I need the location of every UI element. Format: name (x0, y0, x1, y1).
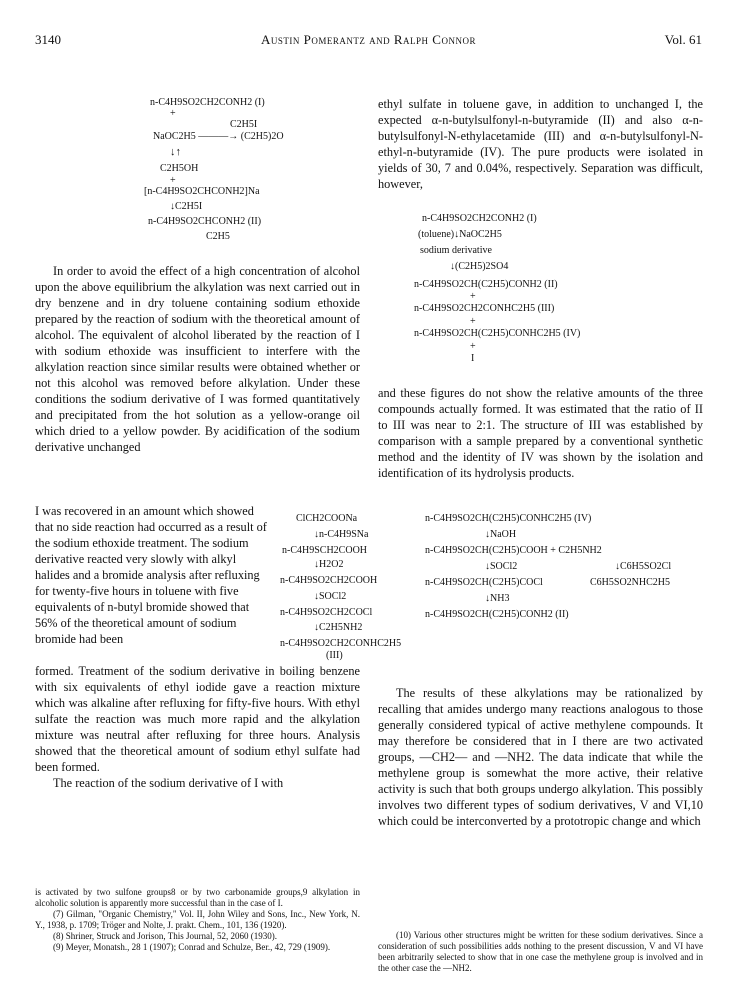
footnote: (7) Gilman, "Organic Chemistry," Vol. II, John Wiley and Sons, Inc., New York, N. Y., 1938, p. 1709; Tröger and Nolte, J. prakt. Chem., 101, 136 (1920). (35, 909, 360, 930)
scheme-line: + (470, 341, 476, 352)
scheme-line: C6H5SO2NHC2H5 (590, 577, 671, 588)
paragraph: formed. Treatment of the sodium derivative in boiling benzene with six equivalents of ethyl iodide gave a reaction mixture which was alkaline after refluxing for fifty-five hours. With ethyl sulfate the reaction was much more rapid and the alkylation mixture was neutral after refluxing for three hours. Analysis showed that the theoretical amount of sodium ethyl sulfate had been formed. (35, 664, 360, 774)
scheme-line: ↓SOCl2 (314, 591, 347, 602)
paragraph: ethyl sulfate in toluene gave, in addition to unchanged I, the expected α-n-butylsulfonyl-n-butyramide (II) and also α-n-butylsulfonyl-N-ethylacetamide (III) and α-n-butylsulfonyl-N-ethyl-n-butyramide (IV). The pure products were isolated in yields of 30, 7 and 0.04%, respectively. Separation was difficult, however, (378, 97, 703, 191)
paragraph: In order to avoid the effect of a high concentration of alcohol upon the above equilibrium the alkylation was next carried out in dry benzene and in dry toluene containing sodium ethoxide prepared by the reaction of sodium with the theoretical amount of alcohol. The equivalent of alcohol liberated by the reaction of I with sodium ethoxide was insufficient to interfere with the alkylation reaction since similar results were obtained whether or not this alcohol was removed before alkylation. Under these conditions the sodium derivative of I was formed quantitatively and precipitated from the hot solution as a yellow-orange oil which dried to a yellow powder. By acidification of the sodium derivative unchanged (35, 264, 360, 454)
scheme-line: + (470, 291, 476, 302)
scheme-line: ↓C2H5I (170, 201, 203, 212)
right-column-upper (378, 96, 703, 192)
scheme-line: ↓NaOH (485, 529, 517, 540)
scheme-line: n-C4H9SO2CH(C2H5)COCl (425, 577, 543, 588)
scheme-line: C2H5 (206, 231, 230, 242)
scheme-line: C2H5OH (160, 163, 199, 174)
scheme-line: ↓NH3 (485, 593, 510, 604)
scheme-line: ↓n-C4H9SNa (314, 529, 369, 540)
scheme-line: (III) (326, 650, 343, 661)
scheme-line: n-C4H9SO2CH2COCl (280, 607, 373, 618)
scheme-line: n-C4H9SO2CH2CONHC2H5 (III) (414, 303, 555, 314)
reaction-scheme-3 (280, 512, 420, 661)
scheme-line: n-C4H9SO2CH(C2H5)CONH2 (II) (425, 609, 569, 620)
scheme-line: ↓↑ (170, 146, 181, 158)
reaction-scheme-2 (400, 212, 700, 382)
page-header (35, 32, 702, 52)
left-column-narrow (35, 503, 273, 647)
scheme-line: ↓C6H5SO2Cl (615, 561, 672, 572)
scheme-line: (toluene)↓NaOC2H5 (418, 229, 502, 240)
volume-label: Vol. 61 (664, 32, 702, 47)
scheme-line: NaOC2H5 ———→ (C2H5)2O (153, 131, 284, 142)
scheme-line: sodium derivative (420, 245, 492, 256)
scheme-line: C2H5I (230, 119, 258, 130)
scheme-line: + (470, 316, 476, 327)
scheme-line: [n-C4H9SO2CHCONH2]Na (144, 186, 260, 197)
reaction-scheme-1 (140, 96, 360, 256)
footnote: (8) Shriner, Struck and Jorison, This Journal, 52, 2060 (1930). (53, 931, 277, 941)
left-column-upper (35, 263, 360, 455)
reaction-scheme-4 (425, 512, 705, 632)
scheme-line: n-C4H9SO2CH2COOH (280, 575, 378, 586)
scheme-line: I (471, 353, 475, 364)
scheme-line: ClCH2COONa (296, 513, 358, 524)
paragraph: The results of these alkylations may be rationalized by recalling that amides undergo many reactions analogous to those generally considered typical of active methylene compounds. It may therefore be considered that in I there are two activated groups, —CH2— and —NH2. The data indicate that while the methylene group is somewhat the more active, their relative activity is such that both groups undergo alkylation. This possibly involves two different types of sodium derivatives, V and VI,10 which could be interconverted by a prototropic change and which (378, 686, 703, 828)
footnote: (10) Various other structures might be written for these sodium derivatives. Since a consideration of such possibilities adds nothing to the present discussion, V and VI have been arbitrarily selected to show that in one case the methylene group is involved and in the other case the —NH2. (378, 930, 703, 973)
scheme-line: n-C4H9SO2CH2CONH2 (I) (422, 213, 537, 224)
footnotes-left (35, 887, 360, 953)
scheme-line: n-C4H9SO2CH2CONHC2H5 (280, 638, 402, 649)
page-number: 3140 (35, 32, 61, 47)
scheme-line: n-C4H9SO2CH(C2H5)COOH + C2H5NH2 (425, 545, 602, 556)
right-column-lower (378, 685, 703, 829)
scheme-line: ↓C2H5NH2 (314, 622, 363, 633)
footnotes-right (378, 930, 703, 974)
scheme-line: ↓(C2H5)2SO4 (450, 261, 509, 272)
footnote-rule-left (35, 881, 360, 882)
scheme-line: n-C4H9SO2CH(C2H5)CONHC2H5 (IV) (414, 328, 581, 339)
paragraph: I was recovered in an amount which showed that no side reaction had occurred as a result of the sodium ethoxide treatment. The sodium derivative reacted very slowly with alkyl halides and a bromide analysis after refluxing for twenty-five hours in toluene with five equivalents of n-butyl bromide showed that 56% of the theoretical amount of sodium bromide had been (35, 504, 267, 646)
scheme-line: n-C4H9SO2CHCONH2 (II) (148, 216, 262, 227)
scheme-line: n-C4H9SO2CH2CONH2 (I) (150, 97, 265, 108)
left-column-lower (35, 663, 360, 791)
paragraph: The reaction of the sodium derivative of I with (53, 776, 284, 790)
scheme-line: n-C4H9SCH2COOH (282, 545, 368, 556)
paragraph: and these figures do not show the relative amounts of the three compounds actually formed. It was estimated that the ratio of II to III was near to 2:1. The structure of III was established by comparison with a sample prepared by a conventional synthetic method and the identity of IV was shown by the isolation and identification of its hydrolysis products. (378, 386, 703, 480)
footnote: (9) Meyer, Monatsh., 28 1 (1907); Conrad and Schulze, Ber., 42, 729 (1909). (53, 942, 331, 952)
scheme-line: + (170, 108, 176, 119)
running-title: Austin Pomerantz and Ralph Connor (261, 32, 476, 47)
scheme-line: n-C4H9SO2CH(C2H5)CONH2 (II) (414, 279, 558, 290)
scheme-line: ↓SOCl2 (485, 561, 518, 572)
scheme-line: + (170, 175, 176, 186)
footnote: is activated by two sulfone groups8 or by two carbonamide groups,9 alkylation in alcoholic solution is apparently more successful than in the case of I. (35, 887, 360, 908)
right-column-middle (378, 385, 703, 481)
scheme-line: n-C4H9SO2CH(C2H5)CONHC2H5 (IV) (425, 513, 592, 524)
scheme-line: ↓H2O2 (314, 559, 344, 570)
